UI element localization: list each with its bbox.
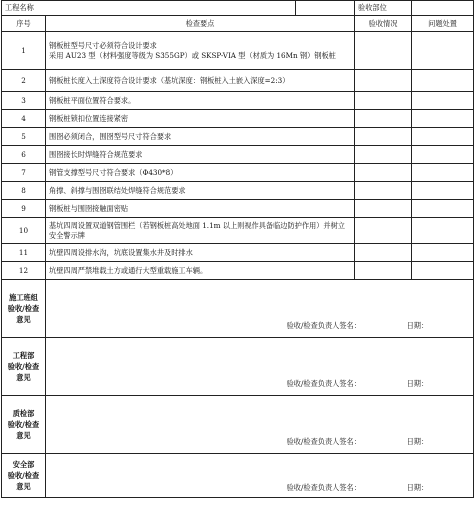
signoff-date-label: 日期：: [406, 437, 429, 447]
item-text: 坑壁四周设排水沟，坑底设置集水井及时排水: [46, 244, 355, 262]
item-text: 钢板桩锁扣位置连接紧密: [46, 110, 355, 128]
item-status-cell[interactable]: [355, 32, 412, 70]
signoff-row: [2, 396, 474, 454]
table-row: [2, 146, 474, 164]
column-header-issues: 问题处置: [412, 16, 474, 32]
item-issue-cell[interactable]: [412, 32, 474, 70]
item-text: 钢板桩与围囹接触面密贴: [46, 200, 355, 218]
signoff-date-label: 日期：: [406, 321, 429, 331]
item-issue-cell[interactable]: [412, 146, 474, 164]
item-status-cell[interactable]: [355, 262, 412, 280]
item-issue-cell[interactable]: [412, 182, 474, 200]
item-status-cell[interactable]: [355, 164, 412, 182]
signoff-role: 质检部 验收/检查 意见: [2, 396, 46, 454]
item-issue-cell[interactable]: [412, 70, 474, 92]
item-status-cell[interactable]: [355, 200, 412, 218]
signoff-signature-line: [287, 437, 467, 447]
item-status-cell[interactable]: [355, 92, 412, 110]
item-issue-cell[interactable]: [412, 244, 474, 262]
item-status-cell[interactable]: [355, 182, 412, 200]
acceptance-form: [1, 0, 473, 498]
project-name-value[interactable]: [296, 1, 355, 16]
project-header-row: [2, 1, 474, 16]
item-text: 坑壁四周严禁堆载土方或通行大型重载施工车辆。: [46, 262, 355, 280]
acceptance-part-label: 验收部位: [355, 1, 412, 16]
table-row: [2, 110, 474, 128]
signoff-row: [2, 280, 474, 338]
item-issue-cell[interactable]: [412, 262, 474, 280]
item-no: 12: [2, 262, 46, 280]
item-no: 2: [2, 70, 46, 92]
item-text: 钢板桩长度入土深度符合设计要求（基坑深度：钢板桩入土嵌入深度=2:3）: [46, 70, 355, 92]
column-header-status: 验收情况: [355, 16, 412, 32]
item-status-cell[interactable]: [355, 146, 412, 164]
table-row: [2, 92, 474, 110]
column-header-points: 检查要点: [46, 16, 355, 32]
item-no: 3: [2, 92, 46, 110]
item-issue-cell[interactable]: [412, 200, 474, 218]
signoff-role: 施工班组 验收/检查 意见: [2, 280, 46, 338]
column-header-no: 序号: [2, 16, 46, 32]
item-text: 钢管支撑型号尺寸符合要求（Φ430*8）: [46, 164, 355, 182]
signoff-row: [2, 338, 474, 396]
signoff-opinion-cell[interactable]: [46, 396, 474, 454]
item-no: 8: [2, 182, 46, 200]
item-text: 围囹接长时焊缝符合规范要求: [46, 146, 355, 164]
signoff-opinion-cell[interactable]: [46, 338, 474, 396]
signoff-signature-line: [287, 379, 467, 389]
column-header-row: [2, 16, 474, 32]
item-status-cell[interactable]: [355, 218, 412, 244]
item-no: 11: [2, 244, 46, 262]
item-status-cell[interactable]: [355, 110, 412, 128]
item-status-cell[interactable]: [355, 128, 412, 146]
table-row: [2, 182, 474, 200]
signoff-signature-label: 验收/检查负责人签名：: [286, 437, 361, 447]
item-issue-cell[interactable]: [412, 218, 474, 244]
table-row: [2, 128, 474, 146]
table-row: [2, 218, 474, 244]
signoff-role: 安全部 验收/检查 意见: [2, 454, 46, 498]
signoff-signature-line: [287, 483, 467, 493]
table-row: [2, 244, 474, 262]
table-row: [2, 262, 474, 280]
project-name-label: 工程名称: [2, 1, 296, 16]
item-status-cell[interactable]: [355, 70, 412, 92]
item-text: 围囹必须闭合，围囹型号尺寸符合要求: [46, 128, 355, 146]
table-row: [2, 200, 474, 218]
item-issue-cell[interactable]: [412, 110, 474, 128]
signoff-role: 工程部 验收/检查 意见: [2, 338, 46, 396]
acceptance-part-value[interactable]: [412, 1, 474, 16]
signoff-signature-line: [287, 321, 467, 331]
item-text: 角撑、斜撑与围囹联结处焊缝符合规范要求: [46, 182, 355, 200]
signoff-signature-label: 验收/检查负责人签名：: [286, 379, 361, 389]
item-no: 7: [2, 164, 46, 182]
signoff-opinion-cell[interactable]: [46, 280, 474, 338]
item-no: 5: [2, 128, 46, 146]
item-no: 4: [2, 110, 46, 128]
table-row: [2, 164, 474, 182]
item-issue-cell[interactable]: [412, 92, 474, 110]
item-text: 钢板桩平面位置符合要求。: [46, 92, 355, 110]
item-no: 6: [2, 146, 46, 164]
item-text: 基坑四周设置双道钢管围栏（若钢板桩高处地面 1.1m 以上则视作具备临边防护作用）并树立安全警示牌: [46, 218, 355, 244]
item-status-cell[interactable]: [355, 244, 412, 262]
item-text: 钢板桩型号尺寸必须符合设计要求 采用 AU23 型（材料强度等级为 S355GP）或 SKSP-VIA 型（材质为 16Mn 钢）钢板桩: [46, 32, 355, 70]
signoff-date-label: 日期：: [406, 483, 429, 493]
signoff-signature-label: 验收/检查负责人签名：: [286, 483, 361, 493]
table-row: [2, 32, 474, 70]
signoff-opinion-cell[interactable]: [46, 454, 474, 498]
acceptance-table: [1, 0, 474, 498]
item-no: 10: [2, 218, 46, 244]
signoff-row: [2, 454, 474, 498]
item-issue-cell[interactable]: [412, 128, 474, 146]
item-no: 9: [2, 200, 46, 218]
table-row: [2, 70, 474, 92]
signoff-signature-label: 验收/检查负责人签名：: [286, 321, 361, 331]
signoff-date-label: 日期：: [406, 379, 429, 389]
item-issue-cell[interactable]: [412, 164, 474, 182]
item-no: 1: [2, 32, 46, 70]
